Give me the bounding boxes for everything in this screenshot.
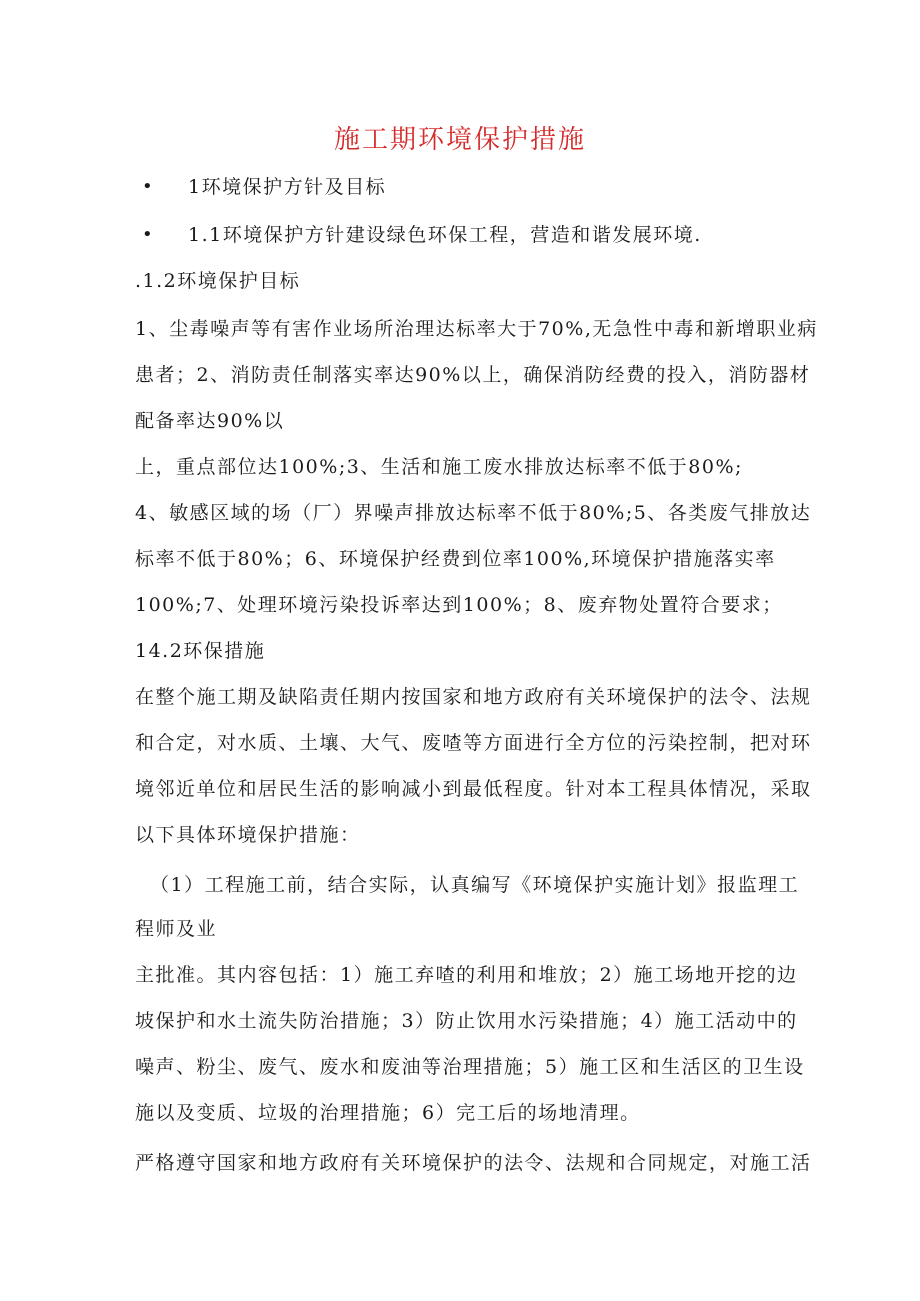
paragraph-line: 配备率达90%以 [135,410,285,432]
bullet-item-2: 1.1环境保护方针建设绿色环保工程，营造和谐发展环境. [188,224,702,246]
paragraph-line: 4、敏感区域的场（厂）界噪声排放达标率不低于80%;5、各类废气排放达 [135,502,812,524]
paragraph-line: 施以及变质、垃圾的治理措施；6）完工后的场地清理。 [135,1102,641,1124]
section-heading-1-2: .1.2环境保护目标 [135,270,301,292]
paragraph-line: 严格遵守国家和地方政府有关环境保护的法令、法规和合同规定，对施工活 [135,1152,812,1174]
paragraph-line: 100%;7、处理环境污染投诉率达到100%；8、废弃物处置符合要求； [135,594,783,616]
bullet-icon: • [142,176,153,197]
paragraph-line: 坡保护和水土流失防治措施；3）防止饮用水污染措施；4）施工活动中的 [135,1010,798,1032]
paragraph-line: 噪声、粉尘、废气、废水和废油等治理措施；5）施工区和生活区的卫生设 [135,1056,805,1078]
section-heading-14-2: 14.2环保措施 [135,640,266,662]
paragraph-line: 标率不低于80%；6、环境保护经费到位率100%,环境保护措施落实率 [135,548,776,570]
document-title: 施工期环境保护措施 [333,125,586,155]
paragraph-line: 在整个施工期及缺陷责任期内按国家和地方政府有关环境保护的法令、法规 [135,686,812,708]
paragraph-line: 和合定，对水质、土壤、大气、废喳等方面进行全方位的污染控制，把对环 [135,732,812,754]
paragraph-line: （1）工程施工前，结合实际，认真编写《环境保护实施计划》报监理工 [150,874,800,896]
paragraph-line: 主批准。其内容包括：1）施工弃喳的利用和堆放；2）施工场地开挖的边 [135,964,798,986]
paragraph-line: 上，重点部位达100%;3、生活和施工废水排放达标率不低于80%; [135,456,743,478]
paragraph-line: 境邻近单位和居民生活的影响减小到最低程度。针对本工程具体情况，采取 [135,778,812,800]
paragraph-line: 1、尘毒噪声等有害作业场所治理达标率大于70%,无急性中毒和新增职业病 [135,318,818,340]
paragraph-line: 患者；2、消防责任制落实率达90%以上，确保消防经费的投入，消防器材 [135,364,811,386]
bullet-icon: • [142,224,153,245]
paragraph-line: 以下具体环境保护措施： [135,824,361,846]
bullet-item-1: 1环境保护方针及目标 [188,176,387,198]
paragraph-line: 程师及业 [135,918,218,940]
